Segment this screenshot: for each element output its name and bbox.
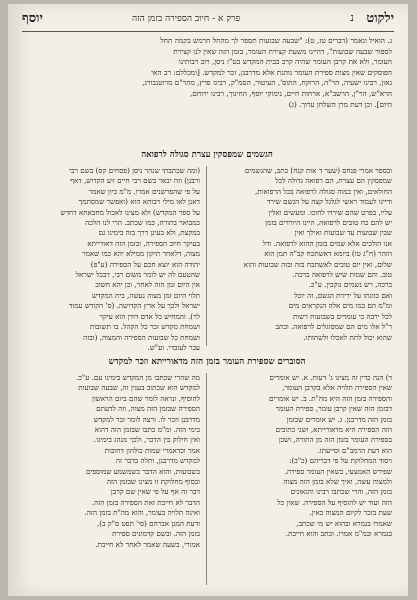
text-line: עבר לעובדי. וע"ש. <box>147 342 200 352</box>
text-line: שעת בזכר לקיום המצוה באין. <box>309 508 392 518</box>
text-line: ודעת המגן אברהם (סי' תפט ס"ק ב), <box>96 518 200 528</box>
page-label: יוסף <box>22 11 43 26</box>
text-line: ויסוד המחלוקת על פי דבריהם (כ"ב): <box>289 456 392 466</box>
text-line: שאמרו בגמרא ובהוא יש מי שכתב, <box>296 518 392 528</box>
text-line: ברכה, רש נשמים נוקבין. ע"כ. <box>308 280 392 290</box>
text-line: על ספר המקדש) ולא מצינו לאכול מחבאתא דחדש <box>60 207 200 217</box>
text-line: (ומה שכתבתי שנהר ניסן (פסחים קס) בשם רבי <box>69 166 200 175</box>
intro-paragraph <box>22 36 392 110</box>
intro-line: לספור שבעה שבועות", דהיינו משעת קצירת העומר, בזמן הזה שאין לנו קצירת <box>173 46 392 56</box>
column-divider <box>206 166 207 346</box>
text-line: הזה הספירה היא מדאורייתא, ושני כתובים <box>275 425 392 435</box>
text-line: שהוא יכול לתת לאכלו ולשתותו. <box>303 332 392 342</box>
section1-right-column <box>214 166 392 343</box>
book-title: ילקוט <box>366 11 394 26</box>
text-line: שלום, ואין יום טובים לאשתכח בזה ובזה שבועות והוא <box>243 259 392 269</box>
text-line: בעיקר חיוב הספירה, ובזמן הזה דאורייתא <box>87 238 200 248</box>
intro-line: העומר, ולא את קרבן העומר שהיה קרב בבית המקדש בט"ז ניסן, רוב רבותינו <box>178 57 392 67</box>
text-line: יהודה הוא יוצא חכם על הספירה (ע"פ) <box>90 259 200 269</box>
intro-line: היום]. וכן דעת מרן השלחן ערוך. (ג) <box>288 99 392 109</box>
text-line: אמר וכדאמרי שמות כולהון דחובות <box>104 445 200 455</box>
section2-left-column <box>22 373 200 550</box>
section2-right-column <box>214 373 392 540</box>
text-line: ובספר אמרי פנחס (שער ד אות קנח) כתב, שהגשמים <box>244 166 392 175</box>
header-rule <box>22 31 394 32</box>
intro-line: גאון, רבינו ישעיה, הר"ה, הרוקח, התוס', העיטור, הסמ"ק, רבינו פרץ, מהר"ם מרוטנבורג, <box>142 78 392 88</box>
text-line: ישראל ולכך על ארץ הקדושה. (ס' הקודש עמוד <box>68 301 200 311</box>
text-line: יש להם כח טובים לרפואה, היינו היורדים בזמן <box>265 218 392 228</box>
text-line: ר"ל אלו מים הם שמסוגלים לרפואה. וכתב <box>275 322 392 332</box>
text-line: לר). והמחיש כל אדם דודן הוא עיקר <box>99 311 200 321</box>
page-number: נ <box>350 11 354 24</box>
text-line: ולמצוה עשה, ואיך שלא בזמן הזה מצוה <box>283 477 392 487</box>
text-line: בספירת העומר בזמן הזה מן התורה, ושכן <box>278 435 392 445</box>
text-line: אנו הולכים אלא שמים בזמן ההוא לרפואה. ודל <box>262 238 392 248</box>
section-title <box>22 149 392 160</box>
text-line: והספירה בזמן הזה היא מה"ת. ב. יש אומרים <box>269 393 392 403</box>
column-divider <box>206 373 207 585</box>
text-line: מצוה, דלאחר תיקון ממילא יהא כמו שאמר <box>82 249 200 259</box>
text-line: טוב. והם שמות שיש לרפואה ברכה. <box>292 270 392 280</box>
text-line: שבין שבועות עד שבועות ואילך ואין <box>294 228 392 238</box>
text-line: הזה ועוד יש להוסיף על הספירה. שאין כל <box>277 497 392 507</box>
text-line: הדבר לא חייבת זאת הספירה בזמן הזה. <box>91 497 200 507</box>
intro-line: הרא"ש, הר"ן, הרשב"א, ארחות חיים, נימוקי יוסף, החינוך, רבינו ירוחם, <box>189 88 392 98</box>
text-line: בגמרא ובמ"מ אמרו. וכתב והוא חייבת. <box>285 529 392 539</box>
text-line: הוא דעת הרמב"ם וסייעתו. <box>317 445 392 455</box>
text-line: לכל ירבה כי עומדים בשבועות רשות <box>292 311 392 321</box>
text-line: ורבנן) וזה יבאר בשם רבי חיים זיע הקדוש, דאף <box>70 176 200 186</box>
section-title-text: הגשמים שמפסקין עצרת סגולה לרפואה <box>141 150 273 160</box>
text-line: בימי הזה. ומ"מ כתבו שבזמן הזה דהוא <box>94 425 200 435</box>
text-line: ודיינו לעמוד ראשי לגלגל קצה על הגשם שירד <box>266 197 392 207</box>
text-line: החולאים, ואין כמוה סגולה לרפואה בכל הרפואות, <box>254 186 392 196</box>
text-line: אמורי, בשעה שאמר לאחר לא חייבת. <box>95 539 200 549</box>
text-line: ומ"מ הם כמו מים אלה הנקראים מים <box>288 301 392 311</box>
text-line: ד) הנה כדין זה מצינו ג' דעות. א. יש אומרים <box>269 373 392 382</box>
intro-line: ג. הואיל ונאמר (דברים טז, ט): "שבעה שבועות תספר לך מהחל חרמש בקמה תחל <box>160 36 392 45</box>
text-line: ואין חילוק בין הדבר, ולכך מנהג בימינו. <box>93 435 200 445</box>
text-line: בזמן הזה מדרבנן. ג. יש אומרים שבזמן <box>286 414 392 424</box>
text-line: מה שהרי שכתבו מן המקדש בימינו עם. ע"כ. <box>76 373 200 382</box>
text-line: תלוי היום זמן מצוה נעשה, בית המקדש <box>91 290 200 300</box>
text-line: בזמן הזה. ובשם קדמונים ספירת <box>112 529 200 539</box>
book-page <box>8 4 408 596</box>
text-line: למקדש מדרבנן, ותלה בדבר זה <box>115 456 200 466</box>
page-header <box>22 10 394 30</box>
text-line: ואינה תלויה בעומר, והוא מה"ת בזמן הזה. <box>84 508 200 518</box>
section-title-text: הסוברים שספירת העומר בזמן הזה מדאורייתא וזכר למקדש <box>108 357 306 367</box>
text-line: ואם כוונתו על ירידת הגשם, זה יוכל <box>294 290 392 300</box>
text-line: מדרבנן וזכר לו. ורצה לומר זכר למקדש <box>93 414 200 424</box>
text-line: אין היום זמן הזה לאחר, וכן יהא חשוב <box>95 280 200 290</box>
text-line: דבזמן הזה שאין קרבן עומר, ספירת העומר <box>275 404 392 414</box>
chapter-reference: פרק א - חיוב הספירה בזמן הזה <box>132 14 241 24</box>
text-line: דאנן לאו מילי רבותא הוא (ואפשר שמסתמך <box>78 197 200 207</box>
text-line: במקצת, ולא בעינן דרך בזה בימינו גם <box>98 228 200 238</box>
text-line: הספירה שבזמן הזה מצוה, וזה לדעתם <box>96 404 200 414</box>
text-line: על פי שהפרשנים אמרו, מ"מ כיון שאמר <box>88 186 200 196</box>
text-line: למקדש הוא שכתוב בענין זה, שבעה שבועות <box>78 383 200 393</box>
text-line: להוסיף, ונראה לומר שהם ביום הראשון <box>91 393 200 403</box>
intro-line: הפוסקים שאין מצות ספירת העומר נוהגת אלא מדרבנן, זכר למקדש. [ומכללם: רב האי <box>151 67 392 77</box>
text-line: ובסוף מחלוקת זו מצינו שבזמן הזה <box>106 477 200 487</box>
section1-left-column <box>22 166 200 353</box>
text-line: שפירש האמצעי, כשאין העומר ספירה. <box>284 466 392 476</box>
text-line: ושמחת כל שבועות הספירה והמצוה, (ובזה <box>83 332 200 342</box>
text-line: שמפסקין הם עצרת, הם רפואה גדולה לכל <box>275 176 392 186</box>
text-line: ושמחת מקדש זכר כל הקהל. בו תשובות <box>89 322 200 332</box>
text-line: שאין הספירה תלויה אלא בקרבן העומר, <box>282 383 392 393</box>
text-line: כמבואר בתורה, כמו שכתב. הרי לנו הלכה <box>85 218 200 228</box>
section-title <box>22 356 392 367</box>
text-line: שהטעם לה יש לומר משום רבי, דבכל ישראל <box>75 270 200 280</box>
text-line: בזמן הזה, והרי שכתבו רבינו והגאונים <box>290 487 392 497</box>
text-line: עליו, בפרט שהם שירדו לחוכו. ומעשים ואלין <box>268 207 392 217</box>
text-line: הזהר (ח"ג טו) ביומא דאשתכח קב"ה תמן הוא <box>264 249 392 259</box>
text-line: בשבועות, והוא הדבר כשמשמע שמוספים <box>86 466 200 476</box>
text-line: דבר זה אף על פי שאין שם קרבן <box>110 487 200 497</box>
